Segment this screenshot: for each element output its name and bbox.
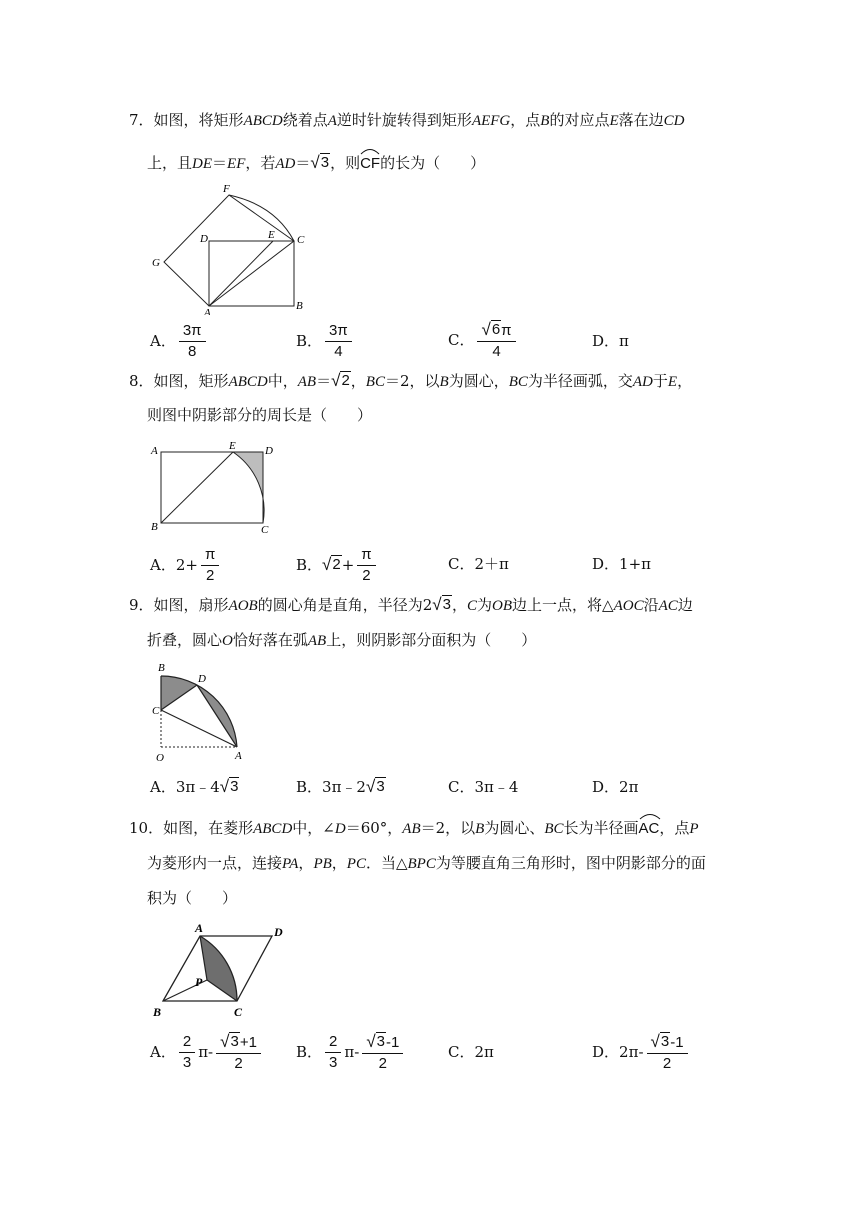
q7-line-1: 7．如图，将矩形ABCD绕着点A逆时针旋转得到矩形AEFG，点B的对应点E落在边CD [129,111,685,129]
q8-option-a[interactable]: A． 2+ $\frac{\pi}{2}$ [150,544,222,586]
label-C: C [152,705,160,717]
q8-option-d[interactable]: D． 1+π [592,555,652,573]
label-A: A [195,921,204,935]
q7-option-a[interactable]: A． $\frac{3\pi}{8}$ [150,320,209,362]
label-P: P [195,975,203,989]
q8-line-1: 8．如图，矩形ABCD中，AB＝ √ 2 ，BC＝2，以B为圆心，BC为半径画弧，交AD于E， [129,371,693,390]
arc-symbol: AC [639,819,660,839]
q7-number: 7． [129,111,154,129]
label-B: B [158,662,165,674]
label-D: D [200,233,208,245]
q8-figure [145,440,285,535]
label-C: C [234,1005,243,1019]
label-E: E [268,229,275,241]
label-B: B [153,1005,162,1019]
label-C: C [297,234,305,246]
q8-option-c[interactable]: C． 2＋π [448,555,509,573]
sqrt-expression: √ 3 [310,153,330,172]
q8-option-b[interactable]: B． √ 2 + $\frac{\pi}{2}$ [296,544,379,586]
q10-number: 10． [129,819,164,837]
label-A: A [204,307,211,315]
q10-figure [145,918,305,1023]
q7-option-c[interactable]: C． √ 6 π 4 [448,318,519,362]
label-A: A [151,445,158,457]
label-D: D [265,445,273,457]
q9-option-c[interactable]: C． 3π﹣4 [448,778,519,796]
label-C: C [261,524,269,535]
label-D: D [198,673,206,685]
q9-option-d[interactable]: D． 2π [592,778,639,796]
q7-option-d[interactable]: D． π [592,332,629,350]
q10-line-1: 10．如图，在菱形ABCD中，∠D＝60°，AB＝2，以B为圆心、BC长为半径画 AC，点P [129,818,699,839]
label-F: F [223,183,230,195]
label-G: G [152,257,160,269]
q10-option-d[interactable]: D． 2π - √ 3 -1 2 [592,1030,691,1074]
label-A: A [235,750,242,762]
q10-option-b[interactable]: B． $\frac{2}{3}$ π - √ 3 -1 2 [296,1030,406,1074]
q7-option-b[interactable]: B． $\frac{3\pi}{4}$ [296,320,355,362]
arc-symbol: CF [360,154,380,174]
q9-figure [145,660,255,765]
q9-option-b[interactable]: B． 3π﹣2 √ 3 [296,777,385,796]
q7-figure [140,180,320,315]
sqrt-expression: √ 3 [432,595,451,614]
q9-line-1: 9．如图，扇形AOB的圆心角是直角，半径为2 √ 3 ，C为OB边上一点，将△AOC沿AC边 [129,595,693,614]
label-B: B [151,521,158,533]
q10-line-3: 积为（ ） [147,889,238,907]
q10-option-a[interactable]: A． $\frac{2}{3}$ π - √ 3 +1 2 [150,1030,264,1074]
q9-option-a[interactable]: A． 3π﹣4 √ 3 [150,777,239,796]
q8-line-2: 则图中阴影部分的周长是（ ） [147,406,373,424]
sqrt-expression: √ 2 [331,371,350,390]
q7-line-2: 上，且DE＝EF，若AD＝ √ 3 ，则 CF的长为（ ） [147,153,485,174]
q9-line-2: 折叠，圆心O恰好落在弧AB上，则阴影部分面积为（ ） [147,631,537,649]
q10-line-2: 为菱形内一点，连接PA，PB，PC．当△BPC为等腰直角三角形时，图中阴影部分的面 [147,854,706,872]
label-D: D [274,925,283,939]
q9-number: 9． [129,596,154,614]
q8-number: 8． [129,372,154,390]
label-E: E [229,440,236,452]
q10-option-c[interactable]: C． 2π [448,1043,494,1061]
label-B: B [296,300,303,312]
label-O: O [156,752,164,764]
